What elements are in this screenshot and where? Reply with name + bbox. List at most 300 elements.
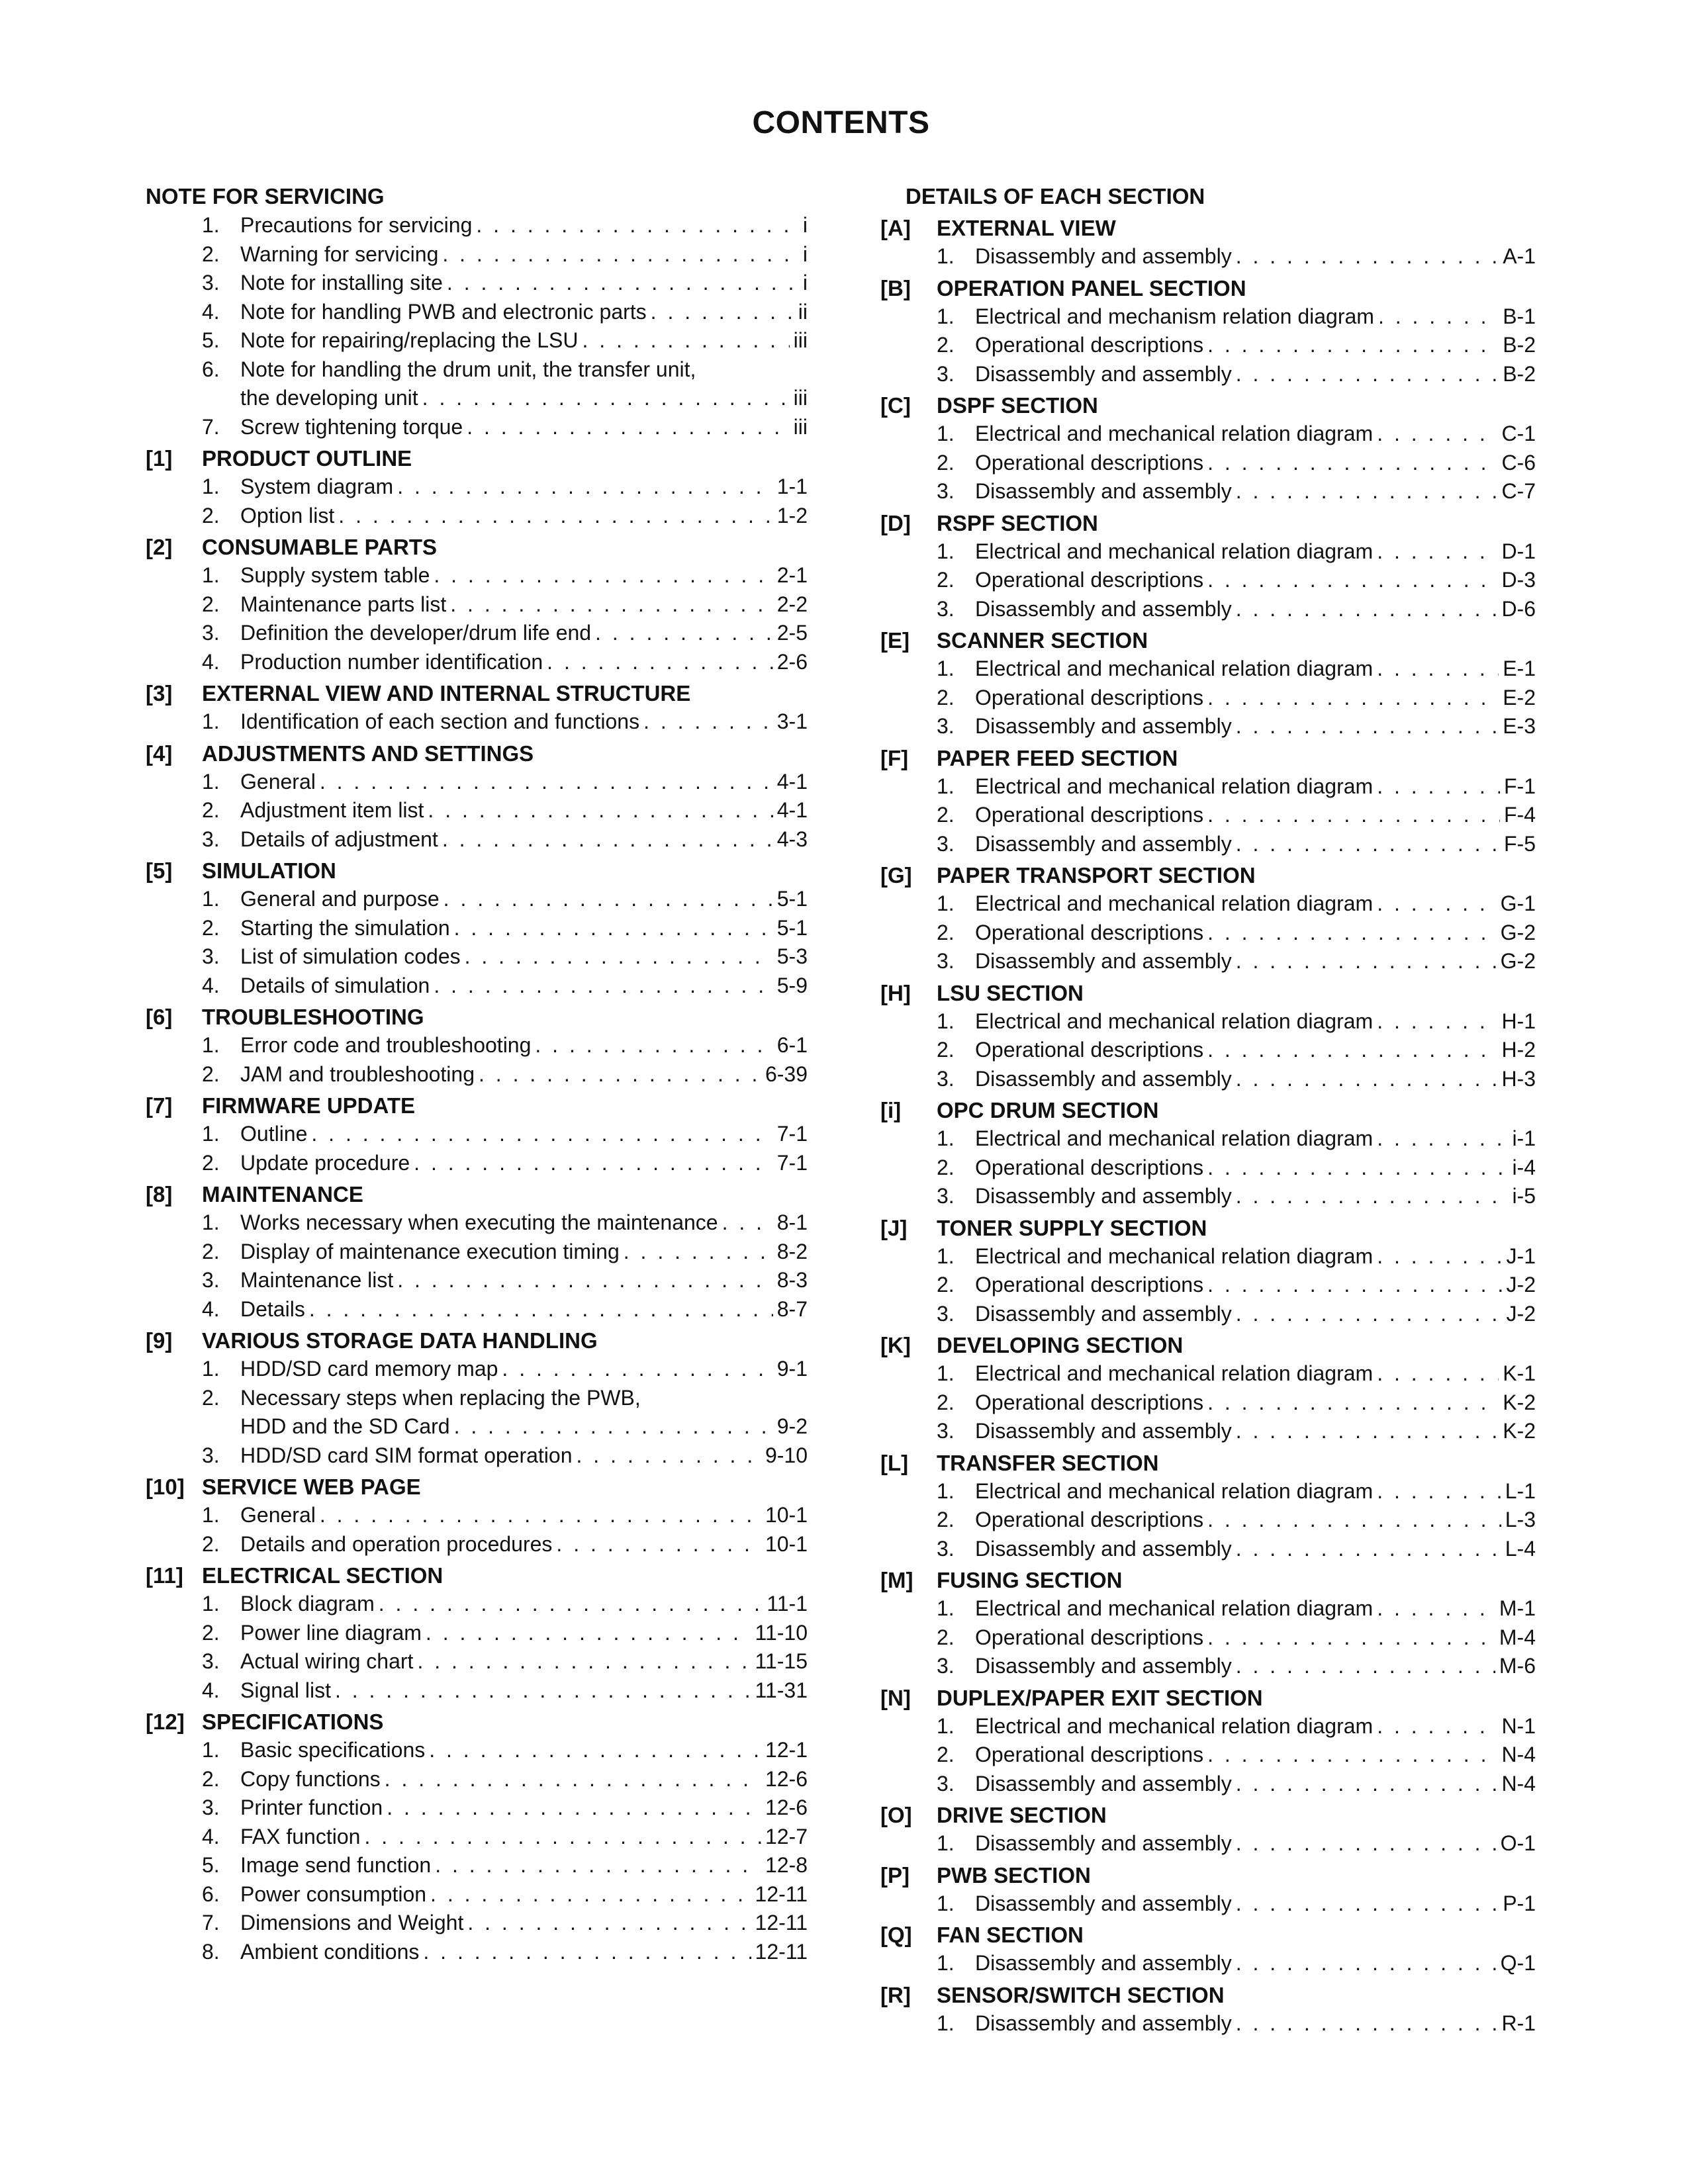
entry-number: 3. xyxy=(937,831,955,856)
toc-entry[interactable] xyxy=(146,561,808,590)
entry-number: 1. xyxy=(937,539,955,563)
entry-text: Electrical and mechanical relation diagram xyxy=(975,1009,1374,1033)
section-heading[interactable] xyxy=(880,214,1536,242)
entry-page-number: E-2 xyxy=(1503,685,1536,709)
entry-text: Operational descriptions xyxy=(975,450,1204,475)
toc-entry[interactable] xyxy=(880,1417,1536,1446)
entry-line xyxy=(240,326,808,355)
toc-entry[interactable] xyxy=(146,355,808,413)
section-title: TONER SUPPLY SECTION xyxy=(937,1215,1207,1240)
toc-entry[interactable] xyxy=(146,1501,808,1530)
toc-entry[interactable] xyxy=(146,1266,808,1295)
dot-leader xyxy=(1236,360,1499,389)
toc-entry[interactable] xyxy=(880,1036,1536,1065)
entry-number: 3. xyxy=(202,1796,220,1819)
entry-number: 4. xyxy=(202,299,220,324)
entry-line xyxy=(975,1949,1536,1978)
entry-page-number: iii xyxy=(793,328,808,352)
entry-text: Disassembly and assembly xyxy=(975,1419,1232,1443)
toc-entry[interactable] xyxy=(880,1652,1536,1681)
entry-text-block xyxy=(975,1712,1536,1741)
entry-number: 2. xyxy=(937,1038,955,1062)
section-heading[interactable] xyxy=(880,391,1536,420)
toc-entry[interactable] xyxy=(146,590,808,619)
entry-page-number: 12-11 xyxy=(755,1939,808,1964)
entry-text-block xyxy=(975,1829,1536,1858)
entry-text: Note for repairing/replacing the LSU xyxy=(240,328,579,352)
toc-entry[interactable] xyxy=(146,768,808,797)
dot-leader xyxy=(1236,1300,1503,1329)
toc-entry[interactable] xyxy=(146,648,808,677)
toc-entry[interactable] xyxy=(146,269,808,298)
section-code: [4] xyxy=(146,741,173,766)
toc-entry[interactable] xyxy=(146,619,808,648)
section-code: [G] xyxy=(880,863,912,887)
section-title: ADJUSTMENTS AND SETTINGS xyxy=(202,741,534,766)
toc-entry[interactable] xyxy=(146,1590,808,1619)
entry-number: 2. xyxy=(202,1531,220,1556)
entry-line xyxy=(240,590,808,619)
entry-number: 1. xyxy=(937,1479,955,1503)
section-title: DSPF SECTION xyxy=(937,393,1098,418)
toc-entry[interactable] xyxy=(880,1182,1536,1211)
entry-line xyxy=(240,1647,808,1676)
section-heading[interactable] xyxy=(146,1561,808,1590)
entry-line xyxy=(975,1712,1536,1741)
entry-number: 1. xyxy=(937,244,955,268)
toc-section xyxy=(146,739,808,854)
entry-text-block xyxy=(975,655,1536,684)
toc-entry[interactable] xyxy=(880,1535,1536,1564)
section-heading[interactable] xyxy=(146,739,808,768)
dot-leader xyxy=(444,885,773,914)
toc-entry[interactable] xyxy=(880,1623,1536,1653)
toc-section xyxy=(880,1801,1536,1858)
toc-entry[interactable] xyxy=(880,1154,1536,1183)
toc-entry[interactable] xyxy=(146,1794,808,1823)
entry-text: Disassembly and assembly xyxy=(975,1536,1232,1561)
entry-line xyxy=(975,1154,1536,1183)
entry-page-number: 8-3 xyxy=(776,1268,808,1292)
toc-entry[interactable] xyxy=(880,1359,1536,1388)
entry-text-block xyxy=(240,1938,808,1967)
section-heading[interactable] xyxy=(880,1449,1536,1477)
section-title: PAPER FEED SECTION xyxy=(937,745,1178,770)
entry-number: 5. xyxy=(202,328,220,352)
toc-entry[interactable] xyxy=(146,972,808,1001)
section-heading[interactable] xyxy=(146,444,808,473)
section-code: [11] xyxy=(146,1563,183,1588)
toc-entry[interactable] xyxy=(880,1271,1536,1300)
entry-page-number: P-1 xyxy=(1503,1891,1536,1915)
entry-page-number: 2-1 xyxy=(776,563,808,587)
toc-entry[interactable] xyxy=(146,796,808,825)
dot-leader xyxy=(311,1120,772,1149)
toc-section xyxy=(880,626,1536,741)
toc-entry[interactable] xyxy=(146,298,808,327)
toc-entry[interactable] xyxy=(146,1851,808,1880)
section-heading[interactable] xyxy=(880,1921,1536,1949)
section-heading[interactable] xyxy=(880,744,1536,772)
entry-line xyxy=(240,942,808,972)
entry-number: 3. xyxy=(937,596,955,621)
entry-page-number: 12-7 xyxy=(765,1824,808,1848)
toc-section xyxy=(146,1561,808,1705)
entry-page-number: N-4 xyxy=(1501,1771,1536,1796)
toc-entry[interactable] xyxy=(146,1355,808,1384)
toc-entry[interactable] xyxy=(146,1765,808,1794)
toc-entry[interactable] xyxy=(880,1594,1536,1623)
toc-entry[interactable] xyxy=(880,302,1536,332)
toc-entry[interactable] xyxy=(146,1676,808,1706)
dot-leader xyxy=(442,240,799,269)
toc-entry[interactable] xyxy=(880,1741,1536,1770)
toc-section xyxy=(880,1566,1536,1681)
toc-entry[interactable] xyxy=(880,772,1536,801)
toc-entry[interactable] xyxy=(880,1007,1536,1036)
section-heading[interactable] xyxy=(146,1707,808,1736)
dot-leader xyxy=(397,473,773,502)
section-heading[interactable] xyxy=(880,1566,1536,1594)
toc-entry[interactable] xyxy=(880,1300,1536,1329)
entry-page-number: H-2 xyxy=(1501,1038,1536,1062)
section-heading[interactable] xyxy=(880,509,1536,537)
toc-entry[interactable] xyxy=(880,830,1536,859)
toc-entry[interactable] xyxy=(880,2009,1536,2038)
toc-entry[interactable] xyxy=(146,825,808,854)
toc-entry[interactable] xyxy=(146,707,808,737)
entry-number: 3. xyxy=(937,361,955,386)
entry-text-block xyxy=(240,1619,808,1648)
entry-line xyxy=(240,1794,808,1823)
toc-section xyxy=(880,1449,1536,1564)
entry-number: 2. xyxy=(937,450,955,475)
entry-text-block xyxy=(240,1120,808,1149)
dot-leader xyxy=(1207,919,1497,948)
toc-entry[interactable] xyxy=(146,473,808,502)
toc-entry[interactable] xyxy=(880,1770,1536,1799)
section-heading[interactable] xyxy=(146,679,808,707)
entry-text-block xyxy=(240,298,808,327)
entry-number: 2. xyxy=(202,1239,220,1263)
section-title: OPERATION PANEL SECTION xyxy=(937,275,1246,300)
section-title: RSPF SECTION xyxy=(937,510,1098,535)
entry-line xyxy=(975,595,1536,624)
entry-number: 4. xyxy=(202,1297,220,1321)
entry-text-block xyxy=(975,1036,1536,1065)
entry-text: Electrical and mechanical relation diagram xyxy=(975,1713,1374,1738)
entry-page-number: D-1 xyxy=(1501,539,1536,563)
entry-line xyxy=(240,825,808,854)
entry-line xyxy=(240,1031,808,1060)
entry-text-block xyxy=(240,707,808,737)
section-title: EXTERNAL VIEW xyxy=(937,216,1116,240)
toc-entry[interactable] xyxy=(880,1242,1536,1271)
dot-leader xyxy=(434,972,772,1001)
dot-leader xyxy=(435,1851,761,1880)
toc-entry[interactable] xyxy=(146,942,808,972)
toc-entry[interactable] xyxy=(146,1120,808,1149)
section-title: MAINTENANCE xyxy=(202,1182,363,1206)
toc-section xyxy=(146,1707,808,1966)
entry-line xyxy=(240,1295,808,1324)
section-heading[interactable] xyxy=(146,856,808,885)
entry-line xyxy=(240,1676,808,1706)
dot-leader xyxy=(1377,420,1497,449)
section-heading[interactable] xyxy=(880,1096,1536,1124)
section-list xyxy=(880,214,1536,2038)
toc-entry[interactable] xyxy=(146,1823,808,1852)
dot-leader xyxy=(338,502,772,531)
entry-page-number: 6-1 xyxy=(776,1033,808,1057)
entry-line xyxy=(975,1535,1536,1564)
toc-entry[interactable] xyxy=(146,1619,808,1648)
entry-text: Maintenance parts list xyxy=(240,592,447,616)
toc-entry[interactable] xyxy=(880,331,1536,360)
toc-entry[interactable] xyxy=(146,1060,808,1089)
section-code: [P] xyxy=(880,1862,910,1888)
entry-page-number: R-1 xyxy=(1501,2011,1536,2035)
entry-text: Disassembly and assembly xyxy=(975,1654,1232,1678)
entry-text: Operational descriptions xyxy=(975,1155,1204,1179)
entry-text: Starting the simulation xyxy=(240,915,450,940)
section-heading[interactable] xyxy=(880,1331,1536,1359)
entry-page-number: 9-10 xyxy=(765,1443,808,1467)
entry-text-block xyxy=(975,566,1536,595)
toc-entry[interactable] xyxy=(880,1065,1536,1094)
section-heading[interactable] xyxy=(880,1684,1536,1712)
entry-text-block xyxy=(975,1359,1536,1388)
entry-number: 1. xyxy=(937,891,955,915)
entry-page-number: M-6 xyxy=(1499,1654,1536,1678)
toc-entry[interactable] xyxy=(146,1647,808,1676)
entry-text-block xyxy=(975,1949,1536,1978)
toc-entry[interactable] xyxy=(146,1880,808,1909)
entry-page-number: i-5 xyxy=(1512,1184,1536,1208)
toc-entry[interactable] xyxy=(146,1208,808,1238)
section-code: [E] xyxy=(880,628,910,653)
entry-page-number: F-4 xyxy=(1504,803,1536,827)
dot-leader xyxy=(1236,830,1500,859)
toc-entry[interactable] xyxy=(146,914,808,943)
dot-leader xyxy=(1207,1036,1497,1065)
section-code: [A] xyxy=(880,216,911,240)
entry-line xyxy=(975,420,1536,449)
entry-number: 2. xyxy=(937,920,955,944)
entry-text-block xyxy=(975,1594,1536,1623)
entry-number: 3. xyxy=(202,271,220,295)
dot-leader xyxy=(547,648,773,677)
entry-text-block xyxy=(975,1154,1536,1183)
entry-line xyxy=(240,1736,808,1765)
entry-text: Signal list xyxy=(240,1678,331,1702)
dot-leader xyxy=(624,1238,773,1267)
toc-entry[interactable] xyxy=(880,360,1536,389)
toc-entry[interactable] xyxy=(146,1530,808,1559)
section-heading[interactable] xyxy=(880,1861,1536,1889)
toc-entry[interactable] xyxy=(146,211,808,240)
toc-entry[interactable] xyxy=(146,1031,808,1060)
toc-entry[interactable] xyxy=(880,1506,1536,1535)
entry-text-block xyxy=(975,1242,1536,1271)
entry-line xyxy=(975,477,1536,506)
toc-entry[interactable] xyxy=(880,1889,1536,1919)
dot-leader xyxy=(1207,684,1499,713)
entry-text: Disassembly and assembly xyxy=(975,714,1232,738)
section-heading[interactable] xyxy=(880,861,1536,889)
section-heading[interactable] xyxy=(146,1091,808,1120)
entry-page-number: 10-1 xyxy=(765,1531,808,1556)
section-code: [3] xyxy=(146,681,173,705)
dot-leader xyxy=(1236,1417,1499,1446)
toc-entry[interactable] xyxy=(880,537,1536,567)
toc-entry[interactable] xyxy=(146,1384,808,1441)
toc-entry[interactable] xyxy=(880,1712,1536,1741)
dot-leader xyxy=(1377,1712,1497,1741)
toc-entry[interactable] xyxy=(146,1441,808,1471)
entry-text: System diagram xyxy=(240,475,394,498)
section-title: FIRMWARE UPDATE xyxy=(202,1093,416,1118)
toc-entry[interactable] xyxy=(880,420,1536,449)
section-title: ELECTRICAL SECTION xyxy=(202,1563,444,1588)
toc-entry[interactable] xyxy=(146,1736,808,1765)
entry-text-block xyxy=(975,331,1536,360)
left-toc-column xyxy=(146,181,808,1966)
section-title: DEVELOPING SECTION xyxy=(937,1333,1184,1357)
section-heading[interactable] xyxy=(146,1180,808,1208)
toc-entry[interactable] xyxy=(146,1238,808,1267)
toc-entry[interactable] xyxy=(880,449,1536,478)
entry-number: 3. xyxy=(937,479,955,503)
entry-text-block xyxy=(240,1676,808,1706)
toc-entry[interactable] xyxy=(880,684,1536,713)
toc-entry[interactable] xyxy=(146,413,808,442)
toc-entry[interactable] xyxy=(880,1388,1536,1418)
section-code: [6] xyxy=(146,1005,173,1029)
entry-line xyxy=(975,889,1536,919)
entry-page-number: L-1 xyxy=(1505,1479,1536,1503)
entry-page-number: F-1 xyxy=(1504,774,1536,798)
entry-page-number: C-6 xyxy=(1501,450,1536,475)
entry-page-number: i xyxy=(802,242,808,266)
entry-text-block xyxy=(240,1060,808,1089)
entry-line xyxy=(975,1271,1536,1300)
entry-text: HDD/SD card memory map xyxy=(240,1357,498,1381)
entry-line xyxy=(975,1300,1536,1329)
toc-entry[interactable] xyxy=(880,889,1536,919)
toc-entry[interactable] xyxy=(146,240,808,269)
entry-page-number: A-1 xyxy=(1503,244,1536,268)
entry-number: 2. xyxy=(937,1273,955,1297)
entry-number: 3. xyxy=(937,949,955,973)
section-code: [F] xyxy=(880,745,909,770)
entry-number: 1. xyxy=(937,304,955,328)
section-heading[interactable] xyxy=(880,1801,1536,1829)
toc-entry[interactable] xyxy=(880,655,1536,684)
toc-entry[interactable] xyxy=(880,947,1536,976)
entry-number: 3. xyxy=(202,621,220,645)
entry-page-number: D-6 xyxy=(1501,596,1536,621)
entry-text: Electrical and mechanical relation diagram xyxy=(975,539,1374,563)
entry-text: Maintenance list xyxy=(240,1268,394,1292)
entry-line xyxy=(240,1208,808,1238)
section-title: DUPLEX/PAPER EXIT SECTION xyxy=(937,1685,1263,1710)
entry-number: 2. xyxy=(202,915,220,940)
section-title: PWB SECTION xyxy=(937,1862,1091,1888)
toc-entry[interactable] xyxy=(880,1829,1536,1858)
entry-text: Electrical and mechanical relation diagram xyxy=(975,1244,1374,1268)
entry-text: Actual wiring chart xyxy=(240,1649,414,1673)
entry-text-block xyxy=(975,1065,1536,1094)
toc-entry[interactable] xyxy=(880,919,1536,948)
toc-entry[interactable] xyxy=(880,712,1536,741)
toc-entry[interactable] xyxy=(880,1124,1536,1154)
dot-leader xyxy=(722,1208,773,1238)
toc-entry[interactable] xyxy=(146,1295,808,1324)
entry-number: 2. xyxy=(202,1062,220,1086)
toc-entry[interactable] xyxy=(880,477,1536,506)
toc-entry[interactable] xyxy=(880,1477,1536,1506)
section-heading[interactable] xyxy=(880,274,1536,302)
entry-line xyxy=(240,768,808,797)
toc-entry[interactable] xyxy=(880,595,1536,624)
dot-leader xyxy=(1377,1359,1499,1388)
section-heading[interactable] xyxy=(880,626,1536,655)
entry-page-number: K-2 xyxy=(1503,1419,1536,1443)
toc-entry[interactable] xyxy=(880,566,1536,595)
section-heading[interactable] xyxy=(146,1003,808,1031)
toc-entry[interactable] xyxy=(146,1909,808,1938)
toc-entry[interactable] xyxy=(146,1938,808,1967)
toc-section xyxy=(880,1981,1536,2038)
entry-page-number: K-2 xyxy=(1503,1390,1536,1414)
entry-text: Operational descriptions xyxy=(975,1625,1204,1649)
section-heading[interactable] xyxy=(146,1326,808,1355)
toc-entry[interactable] xyxy=(146,1149,808,1178)
entry-number: 3. xyxy=(937,1066,955,1091)
toc-entry[interactable] xyxy=(880,242,1536,271)
toc-entry[interactable] xyxy=(146,326,808,355)
section-heading[interactable] xyxy=(880,979,1536,1007)
entry-text-line1: Necessary steps when replacing the PWB, xyxy=(240,1385,641,1410)
entry-text: Display of maintenance execution timing xyxy=(240,1239,620,1263)
entry-page-number: 4-1 xyxy=(776,769,808,794)
entry-line xyxy=(975,1770,1536,1799)
dot-leader xyxy=(595,619,773,648)
entry-page-number: 9-2 xyxy=(776,1414,808,1438)
section-heading[interactable] xyxy=(146,533,808,561)
entry-line xyxy=(240,1909,808,1938)
section-heading[interactable] xyxy=(880,1981,1536,2009)
entry-text: JAM and troubleshooting xyxy=(240,1062,475,1086)
dot-leader xyxy=(1377,655,1499,684)
toc-entry[interactable] xyxy=(146,885,808,914)
section-heading[interactable] xyxy=(146,1473,808,1501)
section-code: [8] xyxy=(146,1182,173,1206)
toc-entry[interactable] xyxy=(146,502,808,531)
entry-number: 1. xyxy=(202,769,220,794)
entry-number: 1. xyxy=(202,213,220,237)
section-heading[interactable] xyxy=(880,1214,1536,1242)
entry-line xyxy=(240,1060,808,1089)
toc-entry[interactable] xyxy=(880,1949,1536,1978)
toc-entry[interactable] xyxy=(880,801,1536,830)
entry-number: 5. xyxy=(202,1853,220,1877)
entry-number: 3. xyxy=(937,1771,955,1796)
entry-page-number: Q-1 xyxy=(1500,1951,1536,1975)
dot-leader xyxy=(1207,1271,1502,1300)
entry-text: Disassembly and assembly xyxy=(975,1066,1232,1091)
